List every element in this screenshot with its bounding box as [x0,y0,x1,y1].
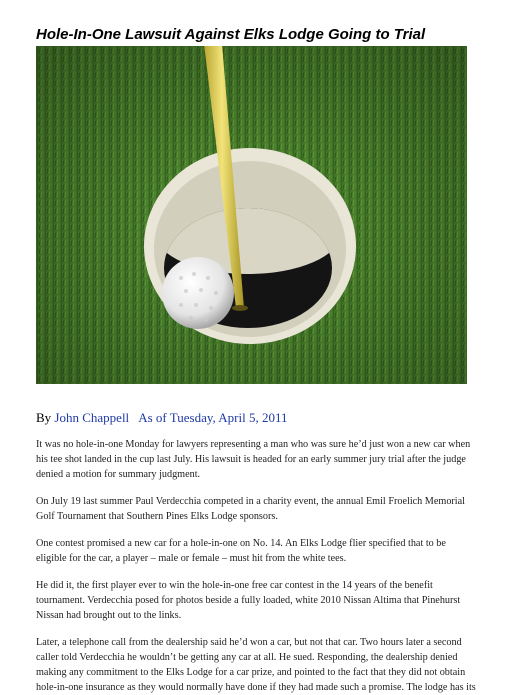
article-body [36,437,476,695]
article-headline: Hole-In-One Lawsuit Against Elks Lodge Going to Trial [36,26,426,43]
paragraph: Later, a telephone call from the dealership said he’d won a car, but not that car. Two hours later a second caller told Verdecchia he wouldn’t be getting any car at all. He sued. Responding, the dealership denied making any commitment to the Elks Lodge for a car prize, and pointed to the fact that they did not obtain hole-in-one insurance as they would normally have done if they had made such a promise. The lodge has its [36,637,476,693]
publish-date: As of Tuesday, April 5, 2011 [138,410,288,425]
paragraph: On July 19 last summer Paul Verdecchia competed in a charity event, the annual Emil Froelich Memorial Golf Tournament that Southern Pines Elks Lodge sponsors. [36,496,465,522]
author-link[interactable]: John Chappell [54,410,130,425]
golf-hole-photo [36,46,467,384]
byline-prefix: By [36,410,52,425]
paragraph: It was no hole-in-one Monday for lawyers representing a man who was sure he’d just won a new car when his tee shot landed in the cup last July. His lawsuit is headed for an early summer jury trial after the judge denied a motion for summary judgment. [36,439,471,480]
paragraph: One contest promised a new car for a hole-in-one on No. 14. An Elks Lodge flier specified that to be eligible for the car, a player – male or female – must hit from the white tees. [36,538,446,564]
paragraph: He did it, the first player ever to win the hole-in-one free car contest in the 14 years of the benefit tournament. Verdecchia posed for photos beside a fully loaded, white 2010 Nissan Altima that Pinehurst Nissan had brought out to the links. [36,580,461,621]
byline [36,410,288,426]
